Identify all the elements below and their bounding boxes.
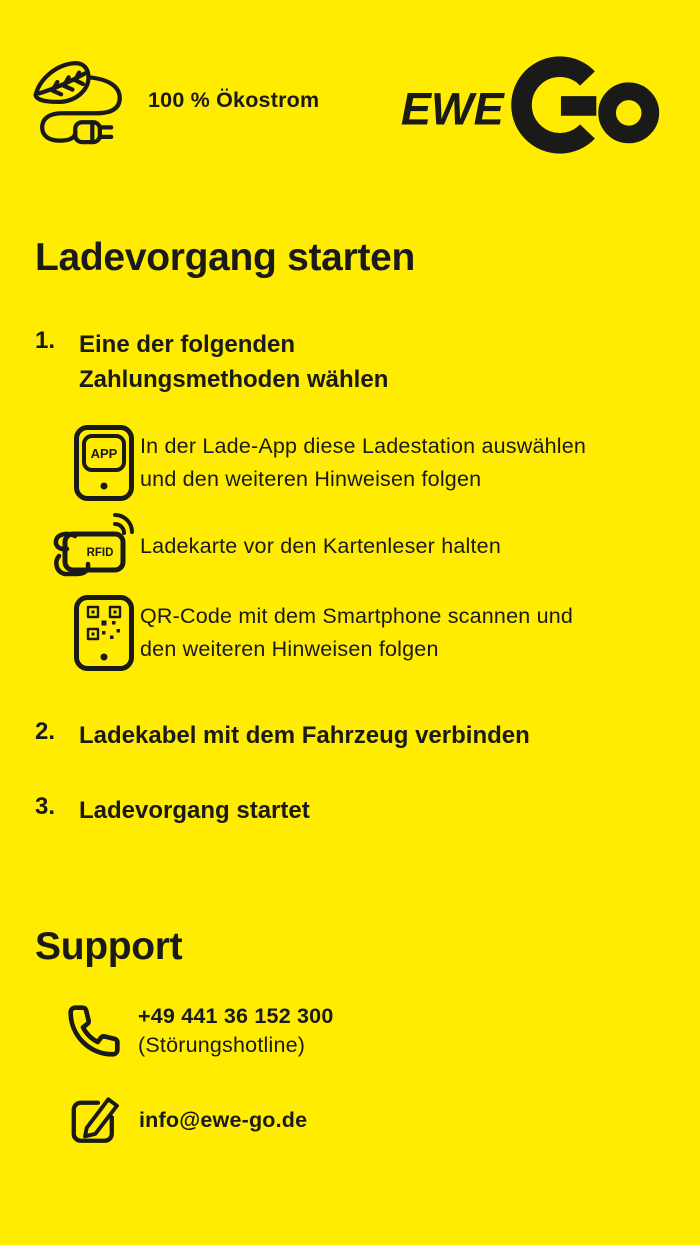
app-text-line-2: und den weiteren Hinweisen folgen (140, 467, 482, 491)
step-3-line-1: Ladevorgang startet (79, 797, 310, 824)
qr-text-line-2: den weiteren Hinweisen folgen (140, 637, 439, 661)
support-phone-text (138, 1002, 334, 1060)
ewe-go-logo (400, 50, 662, 160)
eco-badge (28, 50, 319, 150)
ewe-go-logo-mark (400, 50, 662, 160)
support-phone-label: (Störungshotline) (138, 1033, 306, 1057)
step-2-number: 2. (35, 718, 56, 745)
logo-go-glyph (522, 67, 651, 144)
support-phone-number: +49 441 36 152 300 (138, 1004, 334, 1028)
step-1 (35, 327, 388, 397)
payment-method-rfid (0, 506, 680, 586)
step-1-line-2: Zahlungsmethoden wählen (79, 366, 389, 393)
leaf-plug-icon (28, 50, 132, 150)
step-3-text (79, 793, 310, 828)
payment-method-rfid-text (140, 530, 501, 563)
step-2-text (79, 718, 530, 753)
step-2 (35, 718, 530, 753)
step-3 (35, 793, 310, 828)
support-email (66, 1090, 307, 1150)
qr-phone-icon (0, 594, 140, 672)
rfid-icon-label: RFID (86, 547, 114, 559)
payment-method-qr (0, 594, 680, 672)
phone-handset-icon (66, 1003, 122, 1059)
step-1-text (79, 327, 388, 397)
app-text-line-1: In der Lade-App diese Ladestation auswählen (140, 434, 587, 458)
support-phone (66, 1002, 334, 1060)
app-phone-icon (0, 424, 140, 502)
qr-text-line-1: QR-Code mit dem Smartphone scannen und (140, 604, 574, 628)
step-1-line-1: Eine der folgenden (79, 331, 296, 358)
logo-ewe-text: EWE (400, 83, 504, 135)
payment-method-qr-text (140, 600, 573, 666)
step-1-number: 1. (35, 327, 56, 354)
support-email-address: info@ewe-go.de (139, 1107, 308, 1132)
rfid-text-line-1: Ladekarte vor den Kartenleser halten (140, 533, 501, 558)
page-title: Ladevorgang starten (35, 236, 416, 279)
step-2-line-1: Ladekabel mit dem Fahrzeug verbinden (79, 722, 530, 749)
compose-icon (66, 1090, 123, 1150)
app-icon-label: APP (90, 446, 118, 461)
payment-method-app-text (140, 430, 586, 496)
step-3-number: 3. (35, 793, 56, 820)
rfid-card-icon (0, 506, 140, 586)
payment-method-app (0, 424, 680, 502)
support-title: Support (35, 925, 183, 968)
eco-label: 100 % Ökostrom (148, 87, 320, 112)
